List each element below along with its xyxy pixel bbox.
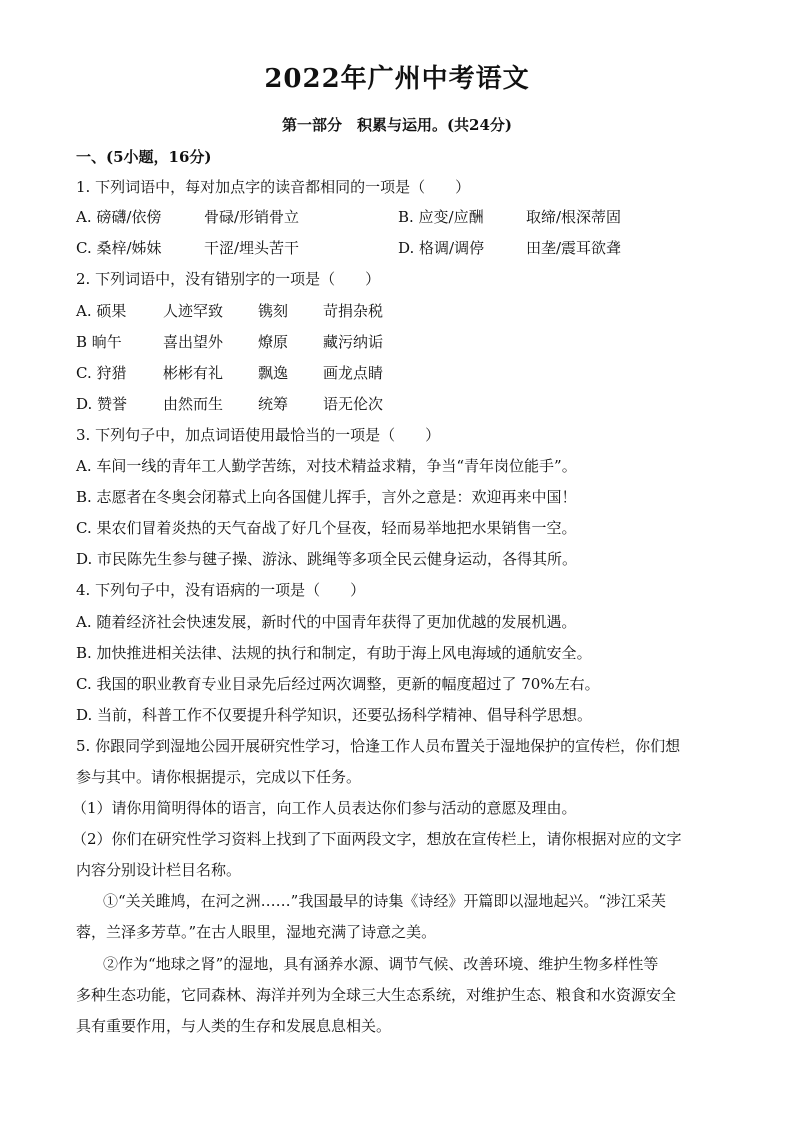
q1-option-d-1: D. 格调/调停 [398,239,485,257]
q4-option-b: B. 加快推进相关法律、法规的执行和制定，有助于海上风电海域的通航安全。 [76,644,592,662]
passage-1-line1: ①“关关雎鸠，在河之洲……”我国最早的诗集《诗经》开篇即以湿地起兴。“涉江采芙 [103,892,667,910]
passage-2-line2: 多种生态功能，它同森林、海洋并列为全球三大生态系统，对维护生态、粮食和水资源安全 [76,986,677,1004]
passage-2-line3: 具有重要作用，与人类的生存和发展息息相关。 [76,1017,392,1035]
q2-word: 人迹罕致 [163,302,224,320]
q1-option-c-2: 干涩/埋头苦干 [204,239,300,257]
section-heading: 一、(5小题，16分) [76,148,212,166]
q2-word: C. 狩猎 [76,364,127,382]
q5-stem-line2: 参与其中。请你根据提示，完成以下任务。 [76,768,362,786]
q2-word: 彬彬有礼 [163,364,224,382]
q3-option-b: B. 志愿者在冬奥会闭幕式上向各国健儿挥手，言外之意是：欢迎再来中国！ [76,488,577,506]
q3-stem: 3. 下列句子中，加点词语使用最恰当的一项是（ ） [76,426,441,444]
q5-stem-line1: 5. 你跟同学到湿地公园开展研究性学习，恰逢工作人员布置关于湿地保护的宣传栏，你们想 [76,737,681,755]
q2-word: 语无伦次 [323,395,384,413]
q1-option-b-2: 取缔/根深蒂固 [526,208,622,226]
q2-word: 燎原 [258,333,289,351]
q1-option-a-1: A. 磅礴/依傍 [76,208,162,226]
q3-option-d: D. 市民陈先生参与毽子操、游泳、跳绳等多项全民云健身运动，各得其所。 [76,550,578,568]
passage-2-line1: ②作为“地球之肾”的湿地，具有涵养水源、调节气候、改善环境、维护生物多样性等 [103,955,659,973]
q5-subquestion-2-line2: 内容分别设计栏目名称。 [76,861,242,879]
q5-subquestion-2-line1: （2）你们在研究性学习资料上找到了下面两段文字，想放在宣传栏上，请你根据对应的文字 [72,830,682,848]
q2-word: 藏污纳诟 [323,333,384,351]
exam-title: 2022年广州中考语文 [264,64,530,94]
q4-stem: 4. 下列句子中，没有语病的一项是（ ） [76,581,366,599]
q2-word: B 晌午 [76,333,122,351]
q1-option-c-1: C. 桑梓/姊妹 [76,239,162,257]
q3-option-c: C. 果农们冒着炎热的天气奋战了好几个昼夜，轻而易举地把水果销售一空。 [76,519,577,537]
q2-word: A. 硕果 [76,302,127,320]
q2-word: 统筹 [258,395,289,413]
q2-word: 飘逸 [258,364,289,382]
q4-option-c: C. 我国的职业教育专业目录先后经过两次调整，更新的幅度超过了 70%左右。 [76,675,600,693]
q3-option-a: A. 车间一线的青年工人勤学苦练，对技术精益求精，争当“青年岗位能手”。 [76,457,577,475]
q2-word: 苛捐杂税 [323,302,384,320]
q2-stem: 2. 下列词语中，没有错别字的一项是（ ） [76,270,381,288]
q1-stem: 1. 下列词语中，每对加点字的读音都相同的一项是（ ） [76,178,471,196]
q1-option-b-1: B. 应变/应酬 [398,208,484,226]
q2-word: 由然而生 [163,395,224,413]
part-heading: 第一部分 积累与运用。(共24分) [281,116,513,134]
q4-option-a: A. 随着经济社会快速发展，新时代的中国青年获得了更加优越的发展机遇。 [76,613,577,631]
q2-word: 镌刻 [258,302,289,320]
passage-1-line2: 蓉，兰泽多芳草。”在古人眼里，湿地充满了诗意之美。 [76,923,437,941]
q1-option-d-2: 田垄/震耳欲聋 [526,239,622,257]
q5-subquestion-1: （1）请你用简明得体的语言，向工作人员表达你们参与活动的意愿及理由。 [72,799,577,817]
q2-word: 画龙点睛 [323,364,384,382]
q4-option-d: D. 当前，科普工作不仅要提升科学知识，还要弘扬科学精神、倡导科学思想。 [76,706,593,724]
q2-word: D. 赞誉 [76,395,128,413]
q2-word: 喜出望外 [163,333,224,351]
q1-option-a-2: 骨碌/形销骨立 [204,208,300,226]
